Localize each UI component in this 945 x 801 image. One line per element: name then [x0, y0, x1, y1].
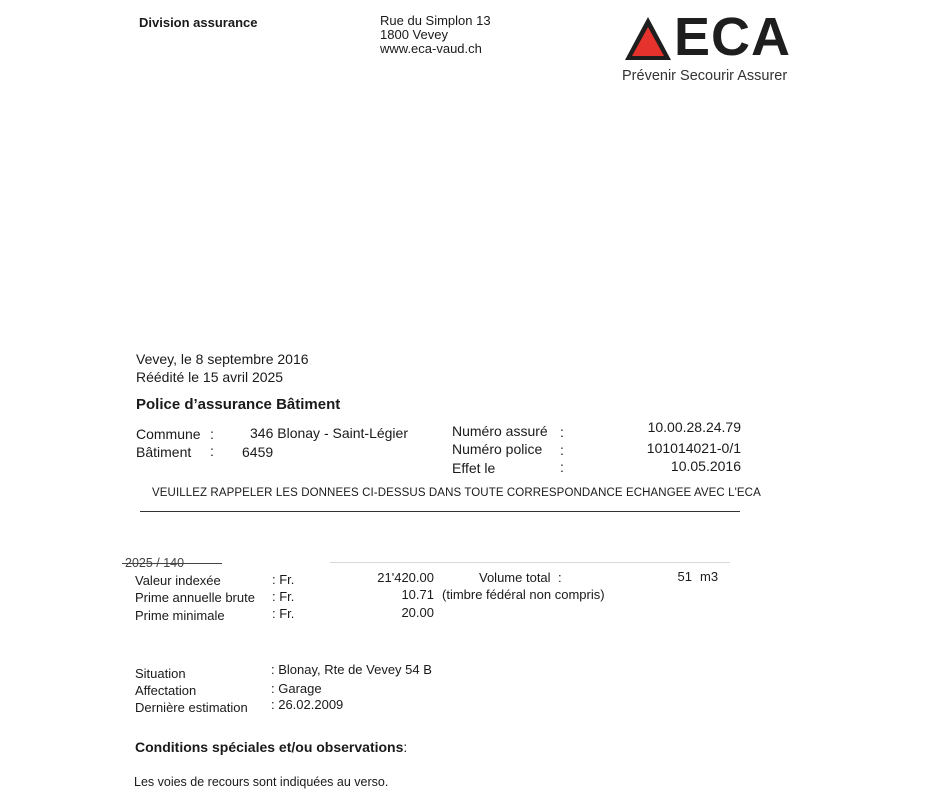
- appeal-notice: Les voies de recours sont indiquées au verso.: [134, 775, 389, 789]
- volume-unit: m3: [700, 569, 719, 584]
- numero-police-value: 101014021-0/1: [646, 440, 741, 456]
- prime-brute-currency: : Fr.: [272, 589, 295, 604]
- prime-brute-label: Prime annuelle brute: [135, 590, 255, 605]
- estimation-value: : 26.02.2009: [271, 697, 344, 712]
- batiment-colon: :: [210, 443, 214, 459]
- notice-divider: [140, 511, 740, 512]
- volume-value: 51: [677, 569, 692, 584]
- numero-assure-label: Numéro assuré: [452, 423, 548, 439]
- reference-number: 2025 / 140: [125, 556, 185, 570]
- logo-wordmark: ECA: [674, 7, 792, 67]
- numero-assure-value: 10.00.28.24.79: [647, 419, 741, 435]
- division-label: Division assurance: [139, 15, 258, 30]
- address-website: www.eca-vaud.ch: [380, 41, 482, 56]
- valeur-label: Valeur indexée: [135, 573, 221, 588]
- valeur-currency: : Fr.: [272, 572, 295, 587]
- commune-colon: :: [210, 426, 214, 442]
- affectation-label: Affectation: [135, 683, 197, 698]
- batiment-label: Bâtiment: [136, 444, 192, 460]
- conditions-title-colon: :: [403, 739, 408, 755]
- effet-colon: :: [560, 459, 564, 475]
- address-city: 1800 Vevey: [380, 27, 448, 42]
- logo-tagline: Prévenir Secourir Assurer: [622, 68, 788, 84]
- conditions-title: [135, 739, 407, 755]
- affectation-value: : Garage: [271, 681, 322, 696]
- commune-value: 346 Blonay - Saint-Légier: [250, 425, 408, 441]
- prime-min-label: Prime minimale: [135, 608, 225, 623]
- prime-min-currency: : Fr.: [272, 606, 295, 621]
- effet-label: Effet le: [452, 460, 496, 476]
- address-street: Rue du Simplon 13: [380, 13, 491, 28]
- volume-colon: :: [558, 570, 562, 585]
- effet-value: 10.05.2016: [670, 458, 741, 474]
- document-title: Police d’assurance Bâtiment: [136, 396, 341, 413]
- numero-assure-colon: :: [560, 424, 564, 440]
- scan-line: [330, 562, 730, 563]
- volume-label: Volume total: [479, 570, 551, 585]
- estimation-label: Dernière estimation: [135, 700, 248, 715]
- reference-strike: [122, 563, 222, 564]
- numero-police-colon: :: [560, 442, 564, 458]
- commune-label: Commune: [136, 426, 201, 442]
- sender-address: [380, 14, 491, 56]
- valeur-amount: 21'420.00: [377, 570, 434, 585]
- conditions-title-text: Conditions spéciales et/ou observations: [135, 739, 404, 755]
- prime-brute-note: (timbre fédéral non compris): [442, 587, 605, 602]
- prime-min-amount: 20.00: [401, 605, 434, 620]
- place-date: Vevey, le 8 septembre 2016: [136, 351, 309, 367]
- eca-logo: [622, 7, 797, 86]
- warning-triangle-icon: [622, 14, 674, 64]
- batiment-value: 6459: [242, 444, 274, 460]
- prime-brute-amount: 10.71: [401, 587, 434, 602]
- situation-value: : Blonay, Rte de Vevey 54 B: [271, 662, 432, 677]
- correspondence-notice: VEUILLEZ RAPPELER LES DONNEES CI-DESSUS DANS TOUTE CORRESPONDANCE ECHANGEE AVEC L'ECA: [152, 487, 761, 499]
- situation-label: Situation: [135, 666, 186, 681]
- reissue-date: Réédité le 15 avril 2025: [136, 369, 284, 385]
- numero-police-label: Numéro police: [452, 441, 543, 457]
